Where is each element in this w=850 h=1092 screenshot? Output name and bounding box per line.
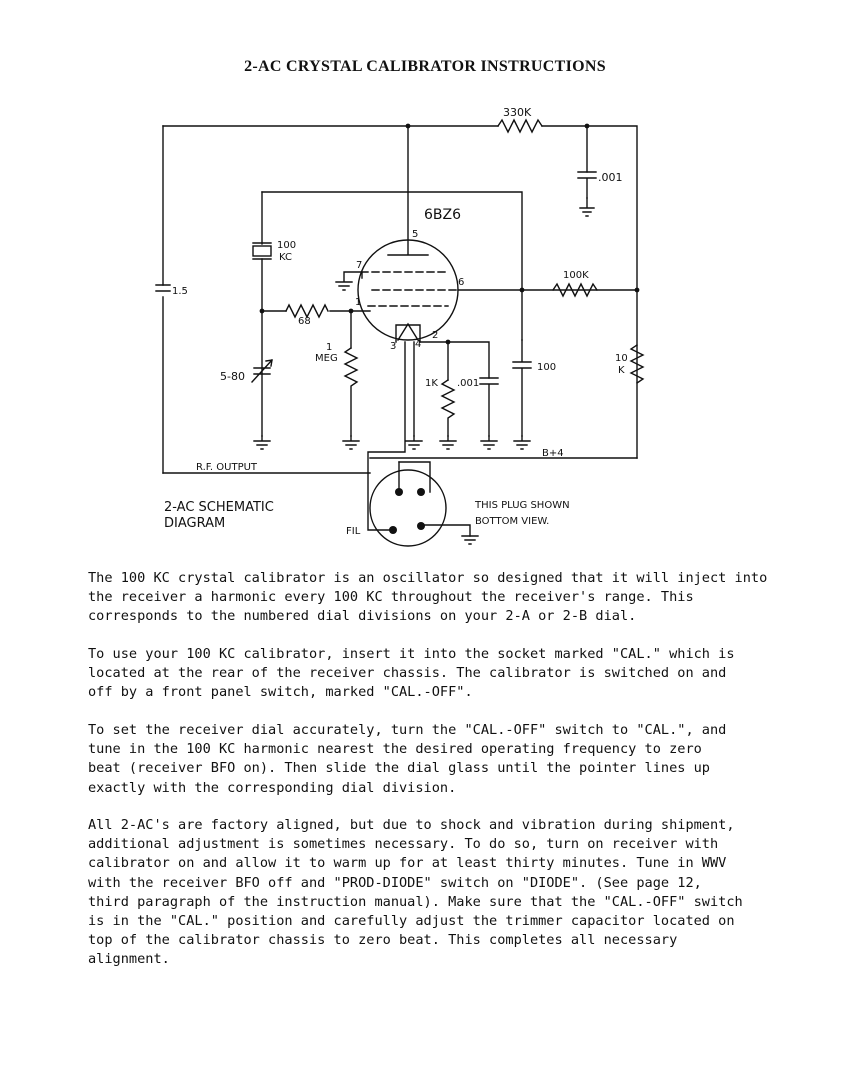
pin-label-2: 2 — [432, 330, 439, 341]
label-crystal-1: 100 — [277, 240, 297, 251]
ground-1meg — [343, 436, 359, 449]
plug-note-2: BOTTOM VIEW. — [475, 516, 550, 527]
label-trimmer: 5-80 — [220, 370, 245, 383]
label-cap-100: 100 — [537, 362, 557, 373]
label-1meg-2: MEG — [315, 353, 338, 364]
pin-label-1: 1 — [355, 297, 362, 308]
capacitor-100 — [513, 340, 531, 436]
resistor-1meg — [345, 348, 357, 436]
label-fil: FIL — [346, 526, 361, 537]
ground-1k — [440, 436, 456, 449]
label-10k-1: 10 — [615, 353, 628, 364]
label-cap-001-top: .001 — [598, 171, 623, 184]
wire-pin3 — [368, 342, 405, 530]
label-10k-2: K — [618, 365, 625, 376]
diagram-caption-2: DIAGRAM — [164, 516, 226, 531]
label-crystal-2: KC — [279, 252, 292, 263]
paragraph-usage: To use your 100 KC calibrator, insert it into the socket marked "CAL." which is located at the rear of the receiver chassis. The calibrator is switched on and off by a front panel switch, marked "CAL.-OFF". — [88, 646, 735, 701]
label-100k: 100K — [563, 270, 589, 281]
label-cap-001-cathode: .001 — [457, 378, 480, 389]
resistor-330k — [498, 120, 542, 132]
paragraph-alignment: All 2-AC's are factory aligned, but due to shock and vibration during shipment, additional adjustment is sometimes necessary. To do so, turn on receiver with calibrator on and allow it to warm up for at least thirty minutes. Tune in WWV with the receiver BFO off and "PROD-DIODE" switch on "DIODE". (See page 12, third paragraph of the instruction manual). Make sure that the "CAL.-OFF" switch is in the "CAL." position and carefully adjust the trimmer capacitor located on top of the calibrator chassis to zero beat. This completes all necessary alignment. — [88, 817, 743, 968]
plug-pin — [417, 522, 425, 530]
label-1meg-1: 1 — [326, 342, 333, 353]
paragraph-dial-setting: To set the receiver dial accurately, turn the "CAL.-OFF" switch to "CAL.", and tune in the 100 KC harmonic nearest the desired operating frequency to zero beat (receiver BFO on). Then slide the dial glass until the pointer lines up exactly with the corresponding dial division. — [88, 722, 727, 796]
plug-pin — [389, 526, 397, 534]
wire-cathode-bypass — [420, 342, 489, 378]
capacitor-1-5 — [156, 285, 170, 291]
label-rf-output: R.F. OUTPUT — [196, 462, 258, 473]
octal-plug — [370, 470, 446, 546]
label-cap-1-5: 1.5 — [172, 286, 188, 297]
label-330k: 330K — [503, 106, 532, 119]
ground-cathode-cap — [481, 436, 497, 449]
diagram-caption-1: 2-AC SCHEMATIC — [164, 500, 274, 515]
paragraph-intro: The 100 KC crystal calibrator is an oscillator so designed that it will inject into the receiver a harmonic every 100 KC throughout the receiver's range. This corresponds to the numbered dial divisions on your 2-A or 2-B dial. — [88, 570, 768, 625]
ground-pin4 — [406, 436, 422, 449]
pin-label-4: 4 — [415, 339, 422, 350]
pin-label-5: 5 — [412, 229, 419, 240]
label-68: 68 — [298, 316, 311, 327]
plug-pin — [395, 488, 403, 496]
plug-note-1: THIS PLUG SHOWN — [475, 500, 570, 511]
tube-plate — [388, 126, 428, 255]
resistor-1k — [442, 380, 454, 436]
ground-trimmer — [254, 436, 270, 449]
ground-cap-001 — [580, 198, 594, 216]
label-b-plus: B+4 — [542, 448, 564, 459]
capacitor-001-cathode — [480, 378, 498, 436]
capacitor-001-top — [578, 172, 596, 198]
ground-b-plus — [514, 436, 530, 449]
tube-heater — [398, 324, 418, 340]
pin-label-6: 6 — [458, 277, 465, 288]
pin-label-3: 3 — [390, 341, 397, 352]
wire-plug-ground — [420, 525, 470, 536]
plug-pin — [417, 488, 425, 496]
ground-plug — [462, 536, 478, 544]
crystal-100kc — [253, 246, 271, 256]
label-1k: 1K — [425, 378, 438, 389]
label-tube: 6BZ6 — [424, 207, 462, 223]
pin-label-7: 7 — [356, 260, 363, 271]
page-title: 2-AC CRYSTAL CALIBRATOR INSTRUCTIONS — [244, 58, 606, 75]
